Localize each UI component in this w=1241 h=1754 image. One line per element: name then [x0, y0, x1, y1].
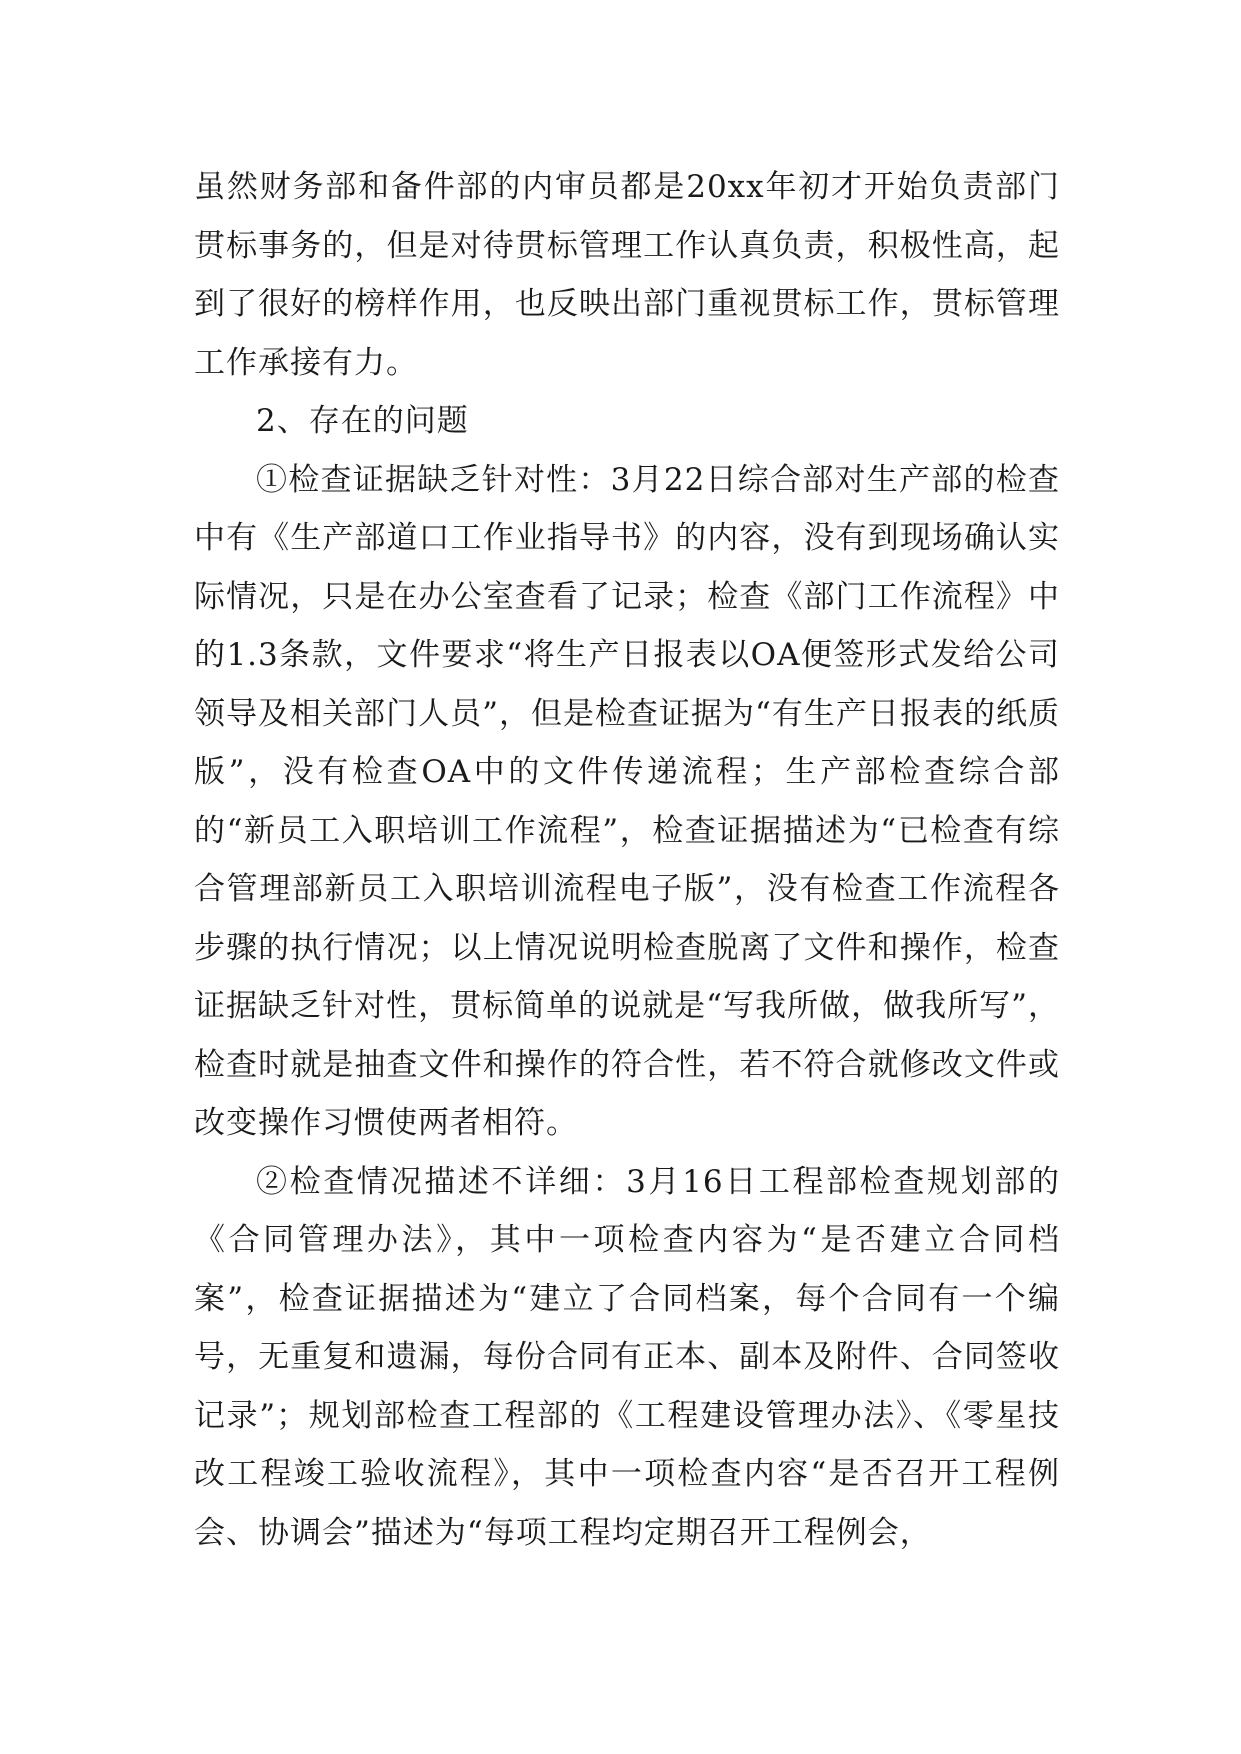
- paragraph-problem-2: ②检查情况描述不详细：3月16日工程部检查规划部的《合同管理办法》，其中一项检查内容为“是否建立合同档案”，检查证据描述为“建立了合同档案，每个合同有一个编号，无重复和遗漏，每份合同有正本、副本及附件、合同签收记录”；规划部检查工程部的《工程建设管理办法》、《零星技改工程竣工验收流程》，其中一项检查内容“是否召开工程例会、协调会”描述为“每项工程均定期召开工程例会，: [194, 1163, 1060, 1551]
- section-heading-problems: 2、存在的问题: [256, 403, 469, 439]
- document-body: [194, 158, 1060, 1562]
- paragraph-problem-1: ①检查证据缺乏针对性：3月22日综合部对生产部的检查中有《生产部道口工作业指导书》的内容，没有到现场确认实际情况，只是在办公室查看了记录；检查《部门工作流程》中的1.3条款，文件要求“将生产日报表以OA便签形式发给公司领导及相关部门人员”，但是检查证据为“有生产日报表的纸质版”，没有检查OA中的文件传递流程；生产部检查综合部的“新员工入职培训工作流程”，检查证据描述为“已检查有综合管理部新员工入职培训流程电子版”，没有检查工作流程各步骤的执行情况；以上情况说明检查脱离了文件和操作，检查证据缺乏针对性，贯标简单的说就是“写我所做，做我所写”，检查时就是抽查文件和操作的符合性，若不符合就修改文件或改变操作习惯使两者相符。: [194, 461, 1060, 1141]
- paragraph-intro: 虽然财务部和备件部的内审员都是20xx年初才开始负责部门贯标事务的，但是对待贯标管理工作认真负责，积极性高，起到了很好的榜样作用，也反映出部门重视贯标工作，贯标管理工作承接有力。: [194, 169, 1060, 381]
